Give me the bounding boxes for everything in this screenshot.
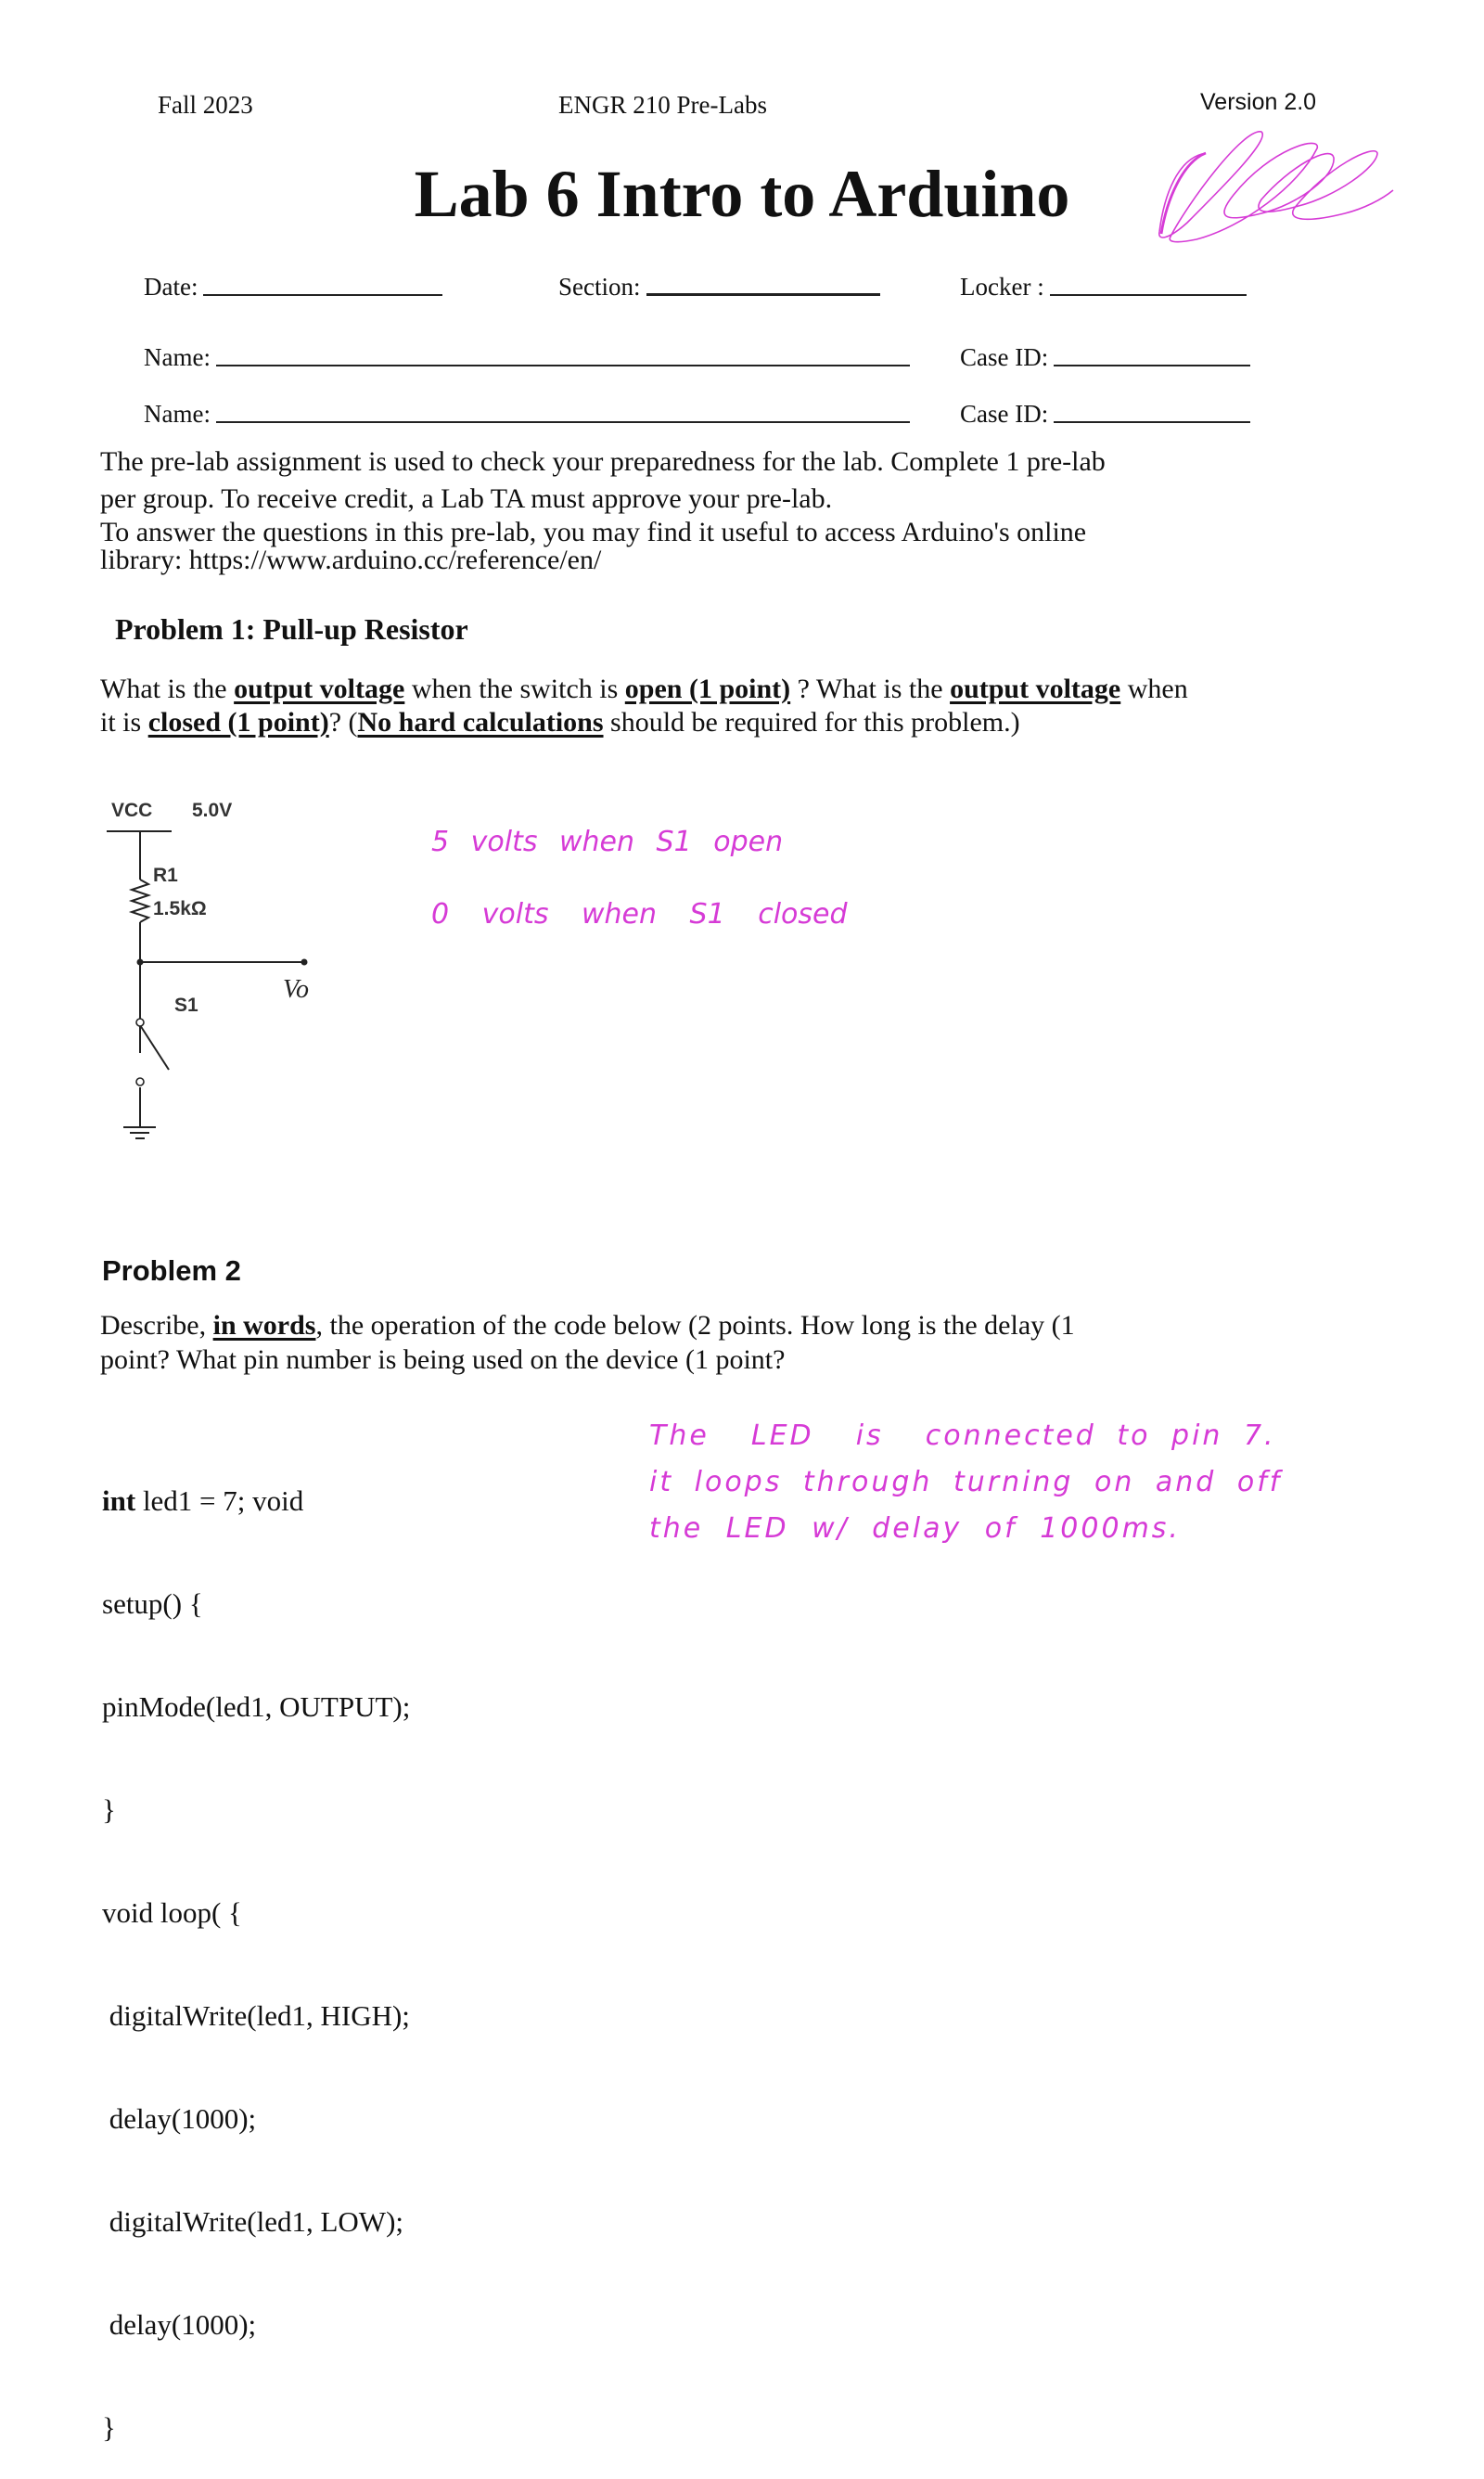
signature-scribble [1113, 130, 1410, 260]
output-terminal-dot [301, 959, 308, 966]
name1-field[interactable] [144, 343, 910, 372]
problem1-answer-line2: 0 volts when S1 closed [431, 898, 848, 931]
code-keyword: int [102, 1484, 136, 1517]
q-emphasis: output voltage [234, 674, 405, 704]
pullup-circuit-diagram [93, 779, 464, 1150]
q-emphasis: closed (1 point) [147, 707, 329, 738]
code-line: delay(1000); [102, 2308, 257, 2341]
name2-label: Name: [144, 400, 211, 428]
problem2-answer-line1: The LED is connected to pin 7. [649, 1419, 1276, 1452]
code-line: setup() { [102, 1587, 203, 1620]
intro-link-line: library: https://www.arduino.cc/reference/en/ [100, 545, 602, 575]
locker-field[interactable] [960, 273, 1247, 302]
intro-paragraph [100, 443, 1106, 573]
locker-input-line[interactable] [1050, 293, 1247, 296]
q-text: point? What pin number is being used on the device (1 point? [100, 1344, 786, 1375]
q-emphasis: in words [212, 1310, 316, 1341]
caseid2-input-line[interactable] [1054, 420, 1250, 423]
problem1-heading: Problem 1: Pull-up Resistor [115, 612, 468, 646]
date-field[interactable] [144, 273, 442, 302]
term-label: Fall 2023 [158, 91, 253, 119]
problem2-answer-line3: the LED w/ delay of 1000ms. [649, 1512, 1181, 1545]
code-line [102, 1484, 410, 1518]
caseid1-label: Case ID: [960, 343, 1049, 371]
q-text: ? What is the [790, 674, 951, 704]
name2-field[interactable] [144, 400, 910, 429]
q-text: ? ( [328, 707, 358, 738]
resistor-r1-symbol [132, 880, 148, 922]
name2-input-line[interactable] [216, 420, 910, 423]
code-text: led1 = 7; void [135, 1484, 304, 1517]
switch-name: S1 [174, 995, 198, 1016]
code-line: } [102, 2411, 116, 2444]
switch-contact-bottom [136, 1078, 144, 1085]
switch-s1-arm [140, 1025, 169, 1070]
code-line: delay(1000); [102, 2102, 257, 2135]
vcc-value: 5.0V [192, 800, 233, 821]
resistor-value: 1.5kΩ [153, 898, 207, 919]
q-text: , the operation of the code below (2 points. How long is the delay (1 [315, 1310, 1075, 1341]
problem2-question [100, 1308, 1075, 1377]
intro-line: The pre-lab assignment is used to check your preparedness for the lab. Complete 1 pre-lab [100, 446, 1106, 477]
switch-contact-top [136, 1019, 144, 1026]
code-block [102, 1415, 410, 2479]
name1-label: Name: [144, 343, 211, 371]
caseid2-field[interactable] [960, 400, 1250, 429]
q-text: when the switch is [404, 674, 625, 704]
q-text: What is the [100, 674, 235, 704]
code-line: digitalWrite(led1, HIGH); [102, 1999, 410, 2032]
resistor-name: R1 [153, 865, 178, 886]
intro-line: per group. To receive credit, a Lab TA must approve your pre-lab. [100, 483, 833, 514]
code-line: pinMode(led1, OUTPUT); [102, 1690, 411, 1723]
q-emphasis: open (1 point) [624, 674, 791, 704]
code-line: digitalWrite(led1, LOW); [102, 2205, 404, 2238]
date-label: Date: [144, 273, 198, 301]
locker-label: Locker : [960, 273, 1044, 301]
problem2-answer-line2: it loops through turning on and off [649, 1466, 1283, 1498]
vcc-label: VCC [111, 800, 153, 821]
caseid1-input-line[interactable] [1054, 364, 1250, 366]
page-title: Lab 6 Intro to Arduino [414, 157, 1070, 231]
course-label: ENGR 210 Pre-Labs [558, 91, 767, 119]
q-emphasis: No hard calculations [357, 707, 604, 738]
problem2-heading: Problem 2 [102, 1254, 241, 1287]
q-text: should be required for this problem.) [603, 707, 1020, 738]
caseid2-label: Case ID: [960, 400, 1049, 428]
intro-line: To answer the questions in this pre-lab, you may find it useful to access Arduino's online [100, 517, 1087, 547]
q-emphasis: output voltage [950, 674, 1121, 704]
problem1-question [100, 673, 1188, 739]
code-line: } [102, 1793, 116, 1826]
version-label: Version 2.0 [1200, 89, 1317, 115]
caseid1-field[interactable] [960, 343, 1250, 372]
q-text: when [1120, 674, 1188, 704]
junction-dot [137, 959, 144, 966]
q-text: Describe, [100, 1310, 213, 1341]
code-line: void loop( { [102, 1896, 242, 1929]
section-input-line[interactable] [646, 292, 880, 296]
section-label: Section: [558, 273, 641, 301]
name1-input-line[interactable] [216, 364, 910, 366]
q-text: it is [100, 707, 148, 738]
date-input-line[interactable] [203, 293, 442, 296]
output-label: Vo [283, 975, 309, 1004]
problem1-answer-line1: 5 volts when S1 open [431, 826, 784, 858]
section-field[interactable] [558, 273, 880, 302]
